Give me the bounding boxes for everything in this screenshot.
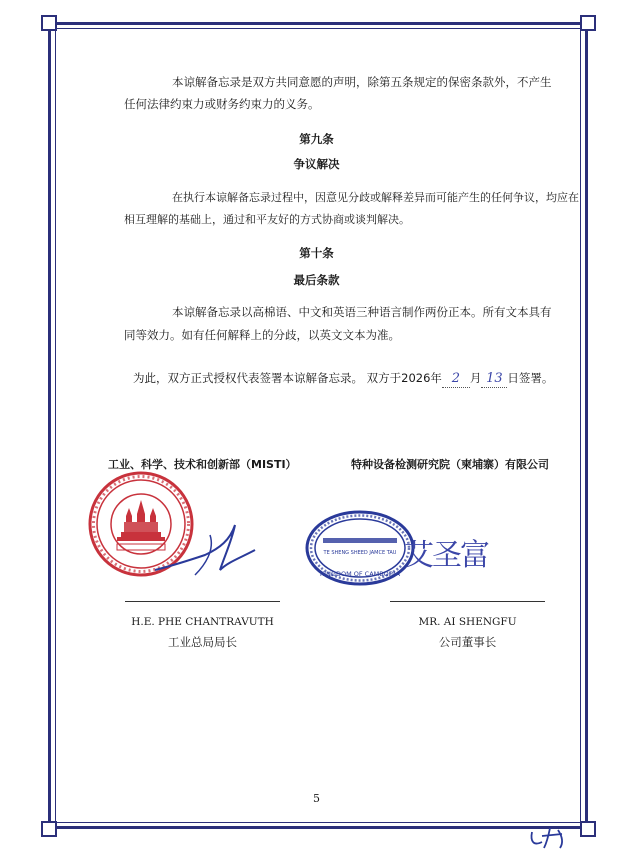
right-signature-line — [390, 601, 545, 602]
company-stamp-icon — [305, 510, 415, 586]
left-signature-icon — [150, 520, 260, 580]
article9-line2: 相互理解的基础上，通过和平友好的方式协商或谈判解决。 — [124, 213, 410, 226]
article9-line1: 在执行本谅解备忘录过程中，因意见分歧或解释差异而可能产生的任何争议，均应在 — [172, 191, 579, 204]
paragraph1-line1: 本谅解备忘录是双方共同意愿的声明，除第五条规定的保密条款外，不产生 — [172, 75, 552, 89]
border-corner — [580, 15, 596, 31]
page-border-inner — [55, 28, 581, 823]
paragraph1-line2: 任何法律约束力或财务约束力的义务。 — [124, 97, 320, 111]
article9-number: 第九条 — [299, 132, 334, 146]
witness-day: 13 — [486, 371, 503, 386]
article10-line1: 本谅解备忘录以高棉语、中文和英语三种语言制作两份正本。所有文本具有 — [172, 305, 552, 319]
right-party-title: 公司董事长 — [438, 635, 497, 649]
border-corner — [580, 821, 596, 837]
left-party-title: 工业总局局长 — [168, 635, 237, 649]
right-party-name: MR. AI SHENGFU — [418, 616, 517, 628]
left-signature-line — [125, 601, 280, 602]
article10-number: 第十条 — [299, 246, 334, 260]
initials-icon — [528, 824, 578, 850]
right-party-org: 特种设备检测研究院（柬埔寨）有限公司 — [351, 458, 549, 471]
stamp-text-line2: KINGDOM OF CAMBODIA — [319, 570, 401, 578]
article10-title: 最后条款 — [293, 273, 340, 287]
stamp-text-line1: TE SHENG SHEED JAMCE TAU — [323, 550, 397, 556]
article10-line2: 同等效力。如有任何解释上的分歧，以英文文本为准。 — [124, 328, 400, 342]
witness-month: 2 — [451, 371, 461, 386]
right-signature: 艾圣富 — [404, 538, 488, 573]
border-corner — [41, 821, 57, 837]
page-number: 5 — [313, 792, 320, 805]
article9-title: 争议解决 — [293, 157, 340, 171]
left-party-org: 工业、科学、技术和创新部（MISTI） — [108, 458, 297, 471]
left-party-name: H.E. PHE CHANTRAVUTH — [131, 616, 274, 628]
border-corner — [41, 15, 57, 31]
witness-text: 为此，双方正式授权代表签署本谅解备忘录。 双方于2026年 2 月 13 日签署。 — [133, 371, 554, 386]
